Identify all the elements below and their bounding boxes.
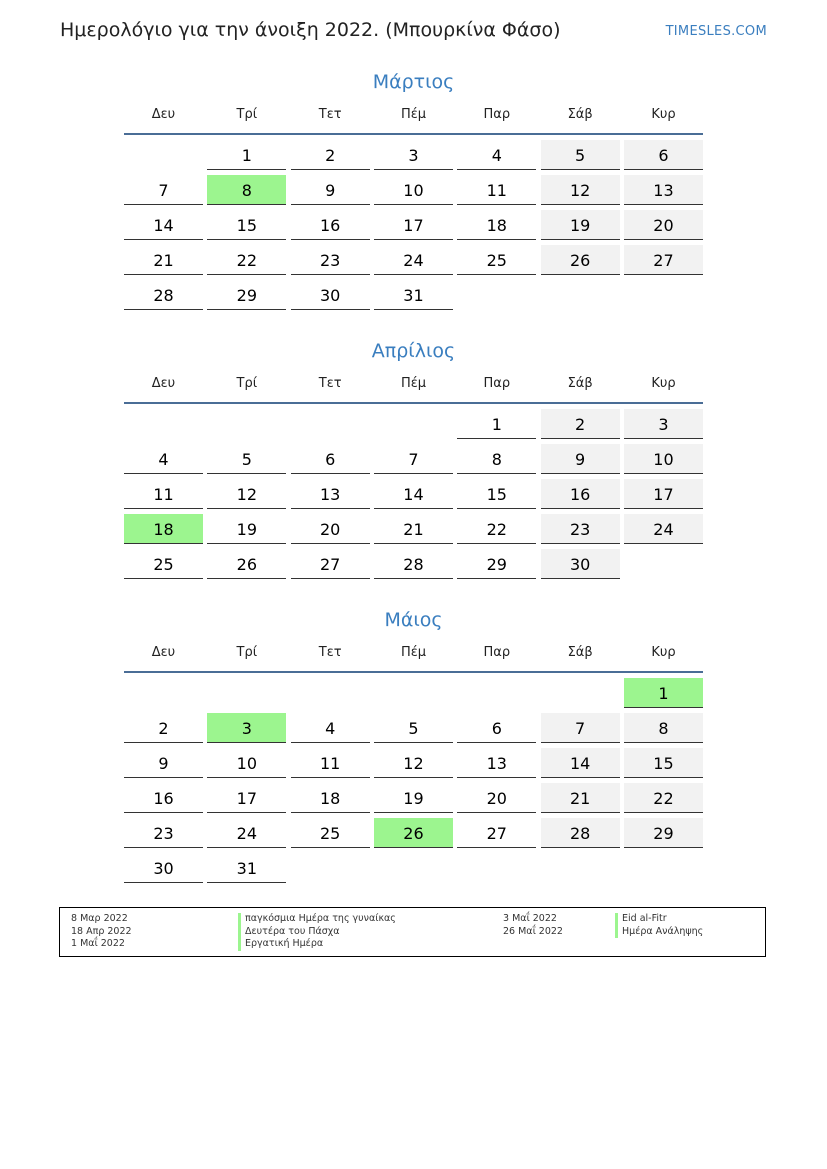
day-cell: 12 — [541, 175, 620, 205]
weekday-label: Τετ — [318, 376, 342, 391]
legend-date: 1 Μαΐ 2022 — [71, 938, 125, 949]
weekday-label: Σάβ — [567, 645, 593, 660]
header-rule — [124, 671, 703, 673]
day-cell: 2 — [124, 713, 203, 743]
day-cell: 20 — [457, 783, 536, 813]
day-cell: 14 — [541, 748, 620, 778]
empty-cell — [457, 678, 536, 708]
day-cell: 23 — [291, 245, 370, 275]
legend-date: 26 Μαΐ 2022 — [503, 925, 563, 937]
day-cell: 11 — [291, 748, 370, 778]
day-cell: 6 — [624, 140, 703, 170]
weekday-label: Πέμ — [400, 107, 427, 122]
empty-cell — [124, 409, 203, 439]
day-cell: 5 — [541, 140, 620, 170]
day-cell: 29 — [207, 280, 286, 310]
day-cell: 22 — [207, 245, 286, 275]
day-cell: 20 — [624, 210, 703, 240]
day-cell: 13 — [624, 175, 703, 205]
day-cell: 19 — [541, 210, 620, 240]
day-cell: 10 — [624, 444, 703, 474]
weekday-label: Παρ — [483, 645, 511, 660]
day-cell: 29 — [624, 818, 703, 848]
weekday-label: Τρί — [236, 645, 258, 660]
day-cell: 24 — [624, 514, 703, 544]
legend-holiday-name: Εργατική Ημέρα — [238, 938, 396, 951]
day-cell: 15 — [207, 210, 286, 240]
day-cell: 12 — [207, 479, 286, 509]
day-cell: 29 — [457, 549, 536, 579]
empty-cell — [291, 409, 370, 439]
day-cell: 14 — [374, 479, 453, 509]
day-cell: 23 — [541, 514, 620, 544]
legend-holiday-name: παγκόσμια Ημέρα της γυναίκας — [238, 913, 396, 926]
day-cell: 5 — [374, 713, 453, 743]
day-cell: 8 — [457, 444, 536, 474]
site-link[interactable]: TIMESLES.COM — [665, 24, 767, 39]
day-cell: 31 — [207, 853, 286, 883]
day-cell: 23 — [124, 818, 203, 848]
month-title: Απρίλιος — [371, 340, 456, 362]
day-cell: 24 — [207, 818, 286, 848]
empty-cell — [374, 678, 453, 708]
day-cell: 20 — [291, 514, 370, 544]
day-cell: 13 — [457, 748, 536, 778]
day-cell: 4 — [124, 444, 203, 474]
day-cell: 4 — [457, 140, 536, 170]
holiday-legend — [59, 907, 766, 957]
empty-cell — [541, 678, 620, 708]
day-cell: 10 — [374, 175, 453, 205]
day-cell: 15 — [624, 748, 703, 778]
day-cell: 9 — [124, 748, 203, 778]
weekday-label: Κυρ — [651, 107, 676, 122]
weekday-label: Τετ — [318, 107, 342, 122]
day-cell: 2 — [541, 409, 620, 439]
day-cell: 21 — [124, 245, 203, 275]
day-cell: 10 — [207, 748, 286, 778]
day-cell: 22 — [457, 514, 536, 544]
legend-holiday-name: Ημέρα Ανάληψης — [615, 926, 703, 939]
weekday-label: Τρί — [236, 107, 258, 122]
day-cell: 28 — [374, 549, 453, 579]
weekday-label: Κυρ — [651, 376, 676, 391]
day-cell: 27 — [457, 818, 536, 848]
day-cell: 19 — [207, 514, 286, 544]
day-cell: 16 — [291, 210, 370, 240]
day-cell: 22 — [624, 783, 703, 813]
weekday-label: Δευ — [151, 107, 176, 122]
weekday-label: Δευ — [151, 645, 176, 660]
day-cell: 14 — [124, 210, 203, 240]
day-cell: 7 — [541, 713, 620, 743]
legend-dates-left — [71, 913, 132, 951]
day-cell: 4 — [291, 713, 370, 743]
weekday-header — [124, 642, 703, 664]
day-cell: 18 — [291, 783, 370, 813]
weekday-label: Τρί — [236, 376, 258, 391]
day-cell: 13 — [291, 479, 370, 509]
day-cell: 16 — [541, 479, 620, 509]
legend-holiday-name: Eid al-Fitr — [615, 913, 703, 926]
legend-date: 18 Απρ 2022 — [71, 925, 132, 937]
day-cell: 17 — [207, 783, 286, 813]
legend-holiday-name: Δευτέρα του Πάσχα — [238, 926, 396, 939]
weekday-label: Παρ — [483, 107, 511, 122]
day-cell: 17 — [374, 210, 453, 240]
day-cell: 9 — [541, 444, 620, 474]
empty-cell — [124, 140, 203, 170]
day-cell: 28 — [541, 818, 620, 848]
month-title: Μάρτιος — [372, 71, 455, 93]
legend-names-left — [238, 913, 396, 951]
day-cell: 24 — [374, 245, 453, 275]
day-cell: 6 — [291, 444, 370, 474]
page-title: Ημερολόγιο για την άνοιξη 2022. (Μπουρκίνα Φάσο) — [60, 19, 561, 41]
day-cell: 25 — [124, 549, 203, 579]
holiday-day-cell: 1 — [624, 678, 703, 708]
weekday-label: Παρ — [483, 376, 511, 391]
day-cell: 9 — [291, 175, 370, 205]
day-cell: 3 — [624, 409, 703, 439]
day-cell: 30 — [124, 853, 203, 883]
day-cell: 3 — [374, 140, 453, 170]
day-cell: 16 — [124, 783, 203, 813]
day-cell: 11 — [124, 479, 203, 509]
day-cell: 21 — [374, 514, 453, 544]
day-cell: 28 — [124, 280, 203, 310]
header-rule — [124, 402, 703, 404]
day-cell: 17 — [624, 479, 703, 509]
day-cell: 21 — [541, 783, 620, 813]
weekday-header — [124, 373, 703, 395]
day-cell: 27 — [291, 549, 370, 579]
day-cell: 31 — [374, 280, 453, 310]
day-cell: 25 — [291, 818, 370, 848]
legend-dates-right — [503, 913, 563, 938]
month-may — [124, 607, 703, 883]
day-grid — [124, 140, 703, 310]
day-grid — [124, 678, 703, 883]
weekday-label: Πέμ — [400, 645, 427, 660]
day-cell: 18 — [457, 210, 536, 240]
holiday-day-cell: 26 — [374, 818, 453, 848]
day-cell: 25 — [457, 245, 536, 275]
weekday-header — [124, 104, 703, 126]
holiday-day-cell: 8 — [207, 175, 286, 205]
day-cell: 26 — [207, 549, 286, 579]
day-cell: 27 — [624, 245, 703, 275]
day-cell: 5 — [207, 444, 286, 474]
month-march — [124, 69, 703, 310]
day-cell: 8 — [624, 713, 703, 743]
month-april — [124, 338, 703, 579]
weekday-label: Δευ — [151, 376, 176, 391]
day-cell: 12 — [374, 748, 453, 778]
empty-cell — [207, 409, 286, 439]
legend-names-right — [615, 913, 703, 938]
legend-date: 3 Μαΐ 2022 — [503, 913, 557, 924]
weekday-label: Τετ — [318, 645, 342, 660]
month-title: Μάιος — [384, 609, 443, 631]
day-grid — [124, 409, 703, 579]
weekday-label: Πέμ — [400, 376, 427, 391]
weekday-label: Κυρ — [651, 645, 676, 660]
holiday-day-cell: 18 — [124, 514, 203, 544]
empty-cell — [124, 678, 203, 708]
empty-cell — [291, 678, 370, 708]
day-cell: 6 — [457, 713, 536, 743]
day-cell: 1 — [207, 140, 286, 170]
day-cell: 15 — [457, 479, 536, 509]
day-cell: 26 — [541, 245, 620, 275]
weekday-label: Σάβ — [567, 107, 593, 122]
header-rule — [124, 133, 703, 135]
weekday-label: Σάβ — [567, 376, 593, 391]
day-cell: 1 — [457, 409, 536, 439]
day-cell: 19 — [374, 783, 453, 813]
day-cell: 30 — [541, 549, 620, 579]
holiday-day-cell: 3 — [207, 713, 286, 743]
legend-date: 8 Μαρ 2022 — [71, 913, 128, 924]
day-cell: 30 — [291, 280, 370, 310]
empty-cell — [207, 678, 286, 708]
empty-cell — [374, 409, 453, 439]
day-cell: 7 — [374, 444, 453, 474]
day-cell: 7 — [124, 175, 203, 205]
day-cell: 2 — [291, 140, 370, 170]
day-cell: 11 — [457, 175, 536, 205]
